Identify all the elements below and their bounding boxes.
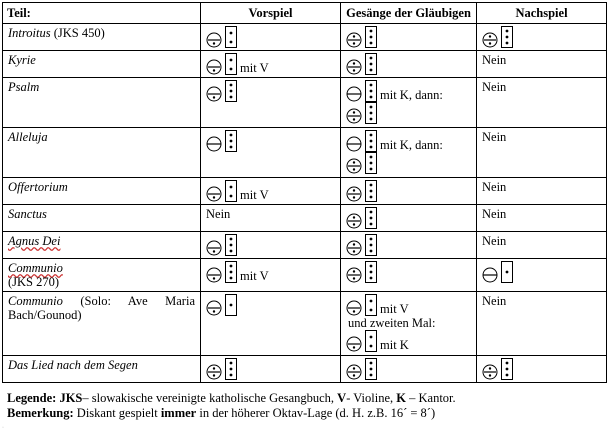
manual-circle-icon (346, 336, 362, 352)
registration-symbol (206, 180, 237, 202)
stop-box-icon (225, 358, 237, 380)
registration-table (2, 2, 607, 383)
manual-circle-icon (206, 240, 222, 256)
stop-box-icon (225, 294, 237, 316)
manual-circle-icon (346, 364, 362, 380)
row-title: Psalm (8, 80, 40, 94)
manual-circle-icon (206, 300, 222, 316)
vorspiel-note: mit V (240, 188, 269, 202)
row-title: Offertorium (8, 180, 68, 194)
row-title: Communio (8, 294, 63, 308)
manual-circle-icon (346, 158, 362, 174)
manual-circle-icon (206, 59, 222, 75)
manual-circle-icon (346, 240, 362, 256)
registration-symbol (346, 330, 377, 352)
registration-symbol (206, 53, 237, 75)
legend-line-1: Legende: JKS– slowakische vereinigte katholische Gesangbuch, V- Violine, K – Kantor. (7, 391, 456, 405)
gesaenge-note-1: mit V (380, 302, 409, 316)
manual-circle-icon (482, 32, 498, 48)
row-communio-2 (3, 292, 607, 356)
legend (7, 391, 605, 421)
gesaenge-note: mit K, dann: (380, 88, 443, 102)
manual-circle-icon (346, 186, 362, 202)
manual-circle-icon (346, 86, 362, 102)
row-title: Introitus (8, 26, 51, 40)
stop-box-icon (365, 80, 377, 102)
registration-symbol (346, 180, 377, 202)
gesaenge-note: mit K, dann: (380, 138, 443, 152)
stop-box-icon (501, 261, 513, 283)
nachspiel-cell: Nein (477, 205, 607, 232)
registration-symbol (346, 358, 377, 380)
manual-circle-icon (346, 300, 362, 316)
nachspiel-cell: Nein (477, 51, 607, 78)
row-communio-1 (3, 259, 607, 292)
row-alleluja (3, 128, 607, 178)
stop-box-icon (225, 130, 237, 152)
manual-circle-icon (206, 86, 222, 102)
nachspiel-cell: Nein (477, 78, 607, 128)
registration-symbol (206, 26, 237, 48)
stop-box-icon (365, 152, 377, 174)
header-nachspiel: Nachspiel (477, 3, 607, 24)
row-agnus-dei (3, 232, 607, 259)
legend-line-2: Bemerkung: Diskant gespielt immer in der höherer Oktav-Lage (d. H. z.B. 16´ = 8´) (7, 406, 436, 420)
registration-symbol (206, 80, 237, 102)
registration-symbol (346, 234, 377, 256)
registration-symbol (346, 102, 377, 124)
manual-circle-icon (206, 32, 222, 48)
stop-box-icon (225, 80, 237, 102)
row-kyrie (3, 51, 607, 78)
manual-circle-icon (206, 364, 222, 380)
vorspiel-cell: Nein (201, 205, 341, 232)
manual-circle-icon (346, 32, 362, 48)
header-gesaenge: Gesänge der Gläubigen (341, 3, 477, 24)
row-offertorium (3, 178, 607, 205)
manual-circle-icon (346, 213, 362, 229)
registration-symbol (482, 261, 513, 283)
row-psalm (3, 78, 607, 128)
stop-box-icon (365, 261, 377, 283)
nachspiel-cell: Nein (477, 292, 607, 356)
manual-circle-icon (346, 108, 362, 124)
registration-symbol (206, 234, 237, 256)
manual-circle-icon (346, 136, 362, 152)
row-sub: (JKS 270) (8, 275, 60, 289)
stop-box-icon (365, 102, 377, 124)
stop-box-icon (365, 53, 377, 75)
row-title: Communio (8, 261, 63, 275)
registration-symbol (346, 26, 377, 48)
stop-box-icon (225, 26, 237, 48)
stop-box-icon (365, 358, 377, 380)
manual-circle-icon (346, 59, 362, 75)
stop-box-icon (225, 53, 237, 75)
row-title: Alleluja (8, 130, 48, 144)
registration-symbol (482, 358, 513, 380)
row-extra: (JKS 450) (50, 26, 105, 40)
row-title: Sanctus (8, 207, 47, 221)
stop-box-icon (365, 180, 377, 202)
registration-symbol (346, 294, 377, 316)
vorspiel-note: mit V (240, 61, 269, 75)
registration-symbol (346, 130, 377, 152)
stop-box-icon (225, 261, 237, 283)
row-introitus (3, 24, 607, 51)
registration-symbol (346, 80, 377, 102)
stop-box-icon (365, 130, 377, 152)
row-sanctus (3, 205, 607, 232)
page-marker: · (2, 425, 4, 431)
registration-symbol (206, 130, 237, 152)
stop-box-icon (225, 180, 237, 202)
stop-box-icon (365, 294, 377, 316)
header-teil: Teil: (3, 3, 201, 24)
gesaenge-note-2: und zweiten Mal: (348, 316, 436, 330)
manual-circle-icon (482, 267, 498, 283)
registration-symbol (346, 53, 377, 75)
gesaenge-note-3: mit K (380, 338, 409, 352)
header-vorspiel: Vorspiel (201, 3, 341, 24)
stop-box-icon (501, 26, 513, 48)
manual-circle-icon (346, 267, 362, 283)
header-row (3, 3, 607, 24)
registration-symbol (346, 152, 377, 174)
row-title: Das Lied nach dem Segen (8, 358, 138, 372)
row-title: Agnus Dei (8, 234, 61, 248)
manual-circle-icon (482, 364, 498, 380)
row-lied (3, 356, 607, 383)
registration-symbol (206, 358, 237, 380)
stop-box-icon (365, 234, 377, 256)
row-desc: (Solo: Ave Maria Bach/Gounod) (8, 294, 195, 322)
nachspiel-cell: Nein (477, 128, 607, 178)
manual-circle-icon (206, 186, 222, 202)
registration-symbol (206, 294, 237, 316)
registration-symbol (206, 261, 237, 283)
registration-symbol (482, 26, 513, 48)
vorspiel-note: mit V (240, 269, 269, 283)
stop-box-icon (501, 358, 513, 380)
manual-circle-icon (206, 267, 222, 283)
stop-box-icon (365, 207, 377, 229)
row-title: Kyrie (8, 53, 36, 67)
stop-box-icon (365, 26, 377, 48)
nachspiel-cell: Nein (477, 178, 607, 205)
manual-circle-icon (206, 136, 222, 152)
stop-box-icon (365, 330, 377, 352)
nachspiel-cell: Nein (477, 232, 607, 259)
registration-symbol (346, 207, 377, 229)
stop-box-icon (225, 234, 237, 256)
registration-symbol (346, 261, 377, 283)
